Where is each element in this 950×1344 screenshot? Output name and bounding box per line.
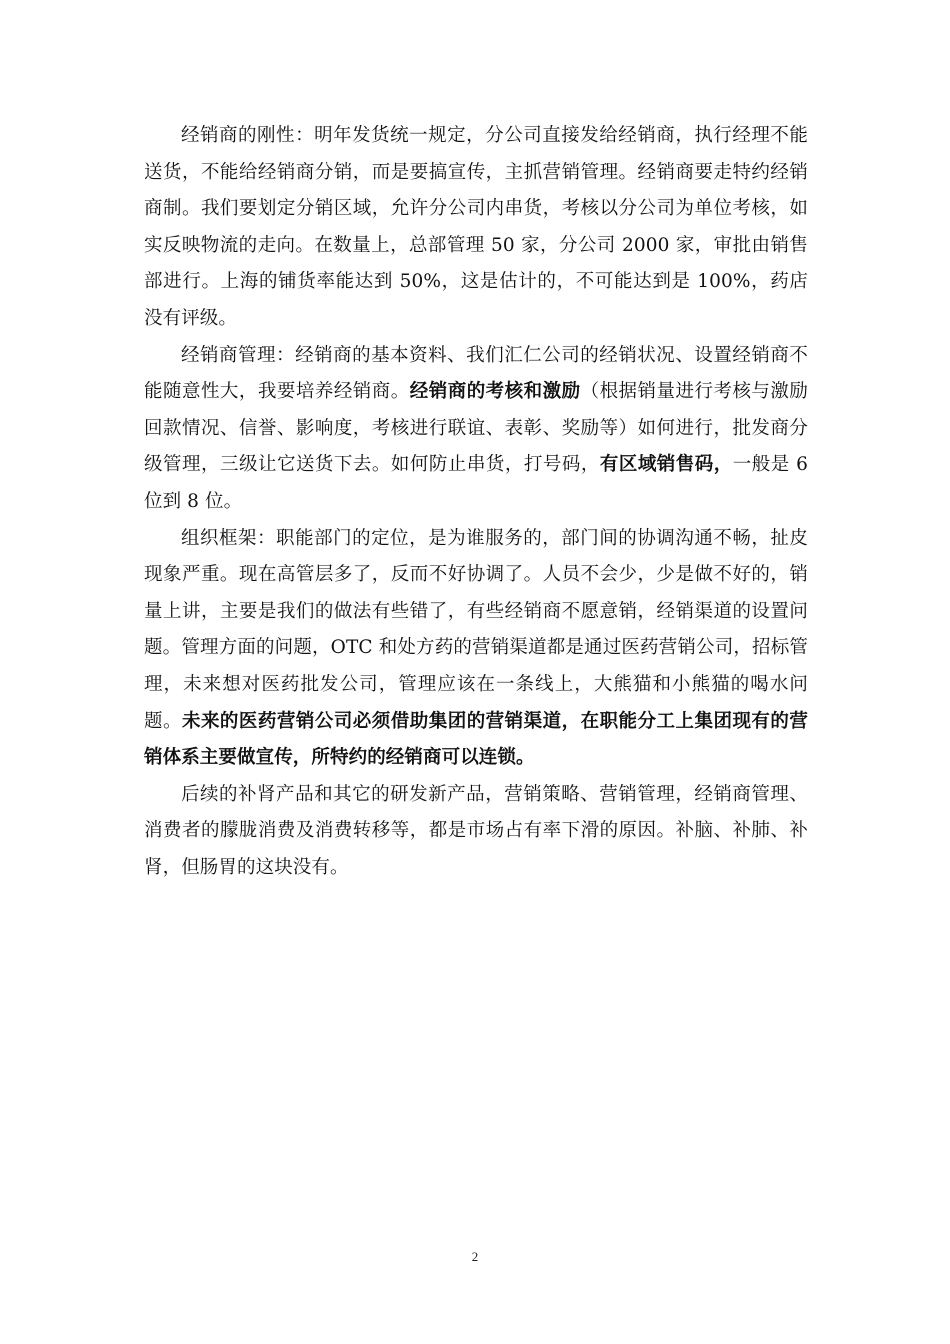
paragraph-distributor-rigidity (144, 118, 808, 338)
page-number: 2 (471, 1249, 479, 1264)
bold-emphasis: 未来的医药营销公司必须借助集团的营销渠道，在职能分工上集团现有的营销体系主要做宣传，所特约的经销商可以连锁。 (144, 710, 808, 769)
paragraph-text: 经销商的刚性：明年发货统一规定，分公司直接发给经销商，执行经理不能送货，不能给经销商分销，而是要搞宣传，主抓营销管理。经销商要走特约经销商制。我们要划定分销区域，允许分公司内串货，考核以分公司为单位考核，如实反映物流的走向。在数量上，总部管理 50 家，分公司 2000 家，审批由销售部进行。上海的铺货率能达到 50%，这是估计的，不可能达到是 100%，药店没有评级。 (144, 125, 808, 329)
paragraph-follow-up-products (144, 777, 808, 887)
paragraph-text: 经销商管理：经销商的基本资料、我们汇仁公司的经销状况、设置经销商不能随意性大，我要培养经销商。 (144, 344, 808, 403)
paragraph-distributor-management (144, 338, 808, 521)
paragraph-text: 一般是 6 位到 8 位。 (144, 454, 809, 512)
paragraph-text: 后续的补肾产品和其它的研发新产品，营销策略、营销管理，经销商管理、消费者的朦胧消费及消费转移等，都是市场占有率下滑的原因。补脑、补肺、补肾，但肠胃的这块没有。 (144, 783, 808, 878)
document-body (144, 118, 808, 886)
paragraph-text: （根据销量进行考核与激励回款情况、信誉、影响度，考核进行联谊、表彰、奖励等）如何进行，批发商分级管理，三级让它送货下去。如何防止串货，打号码， (144, 381, 808, 476)
paragraph-text: 组织框架：职能部门的定位，是为谁服务的，部门间的协调沟通不畅，扯皮现象严重。现在高管层多了，反而不好协调了。人员不会少，少是做不好的，销量上讲，主要是我们的做法有些错了，有些经销商不愿意销，经销渠道的设置问题。管理方面的问题，OTC 和处方药的营销渠道都是通过医药营销公司，招标管理，未来想对医药批发公司，管理应该在一条线上，大熊猫和小熊猫的喝水问题。 (144, 527, 808, 732)
bold-emphasis: 经销商的考核和激励 (409, 381, 581, 403)
bold-emphasis: 有区域销售码， (599, 454, 733, 476)
paragraph-organization-framework (144, 521, 808, 777)
